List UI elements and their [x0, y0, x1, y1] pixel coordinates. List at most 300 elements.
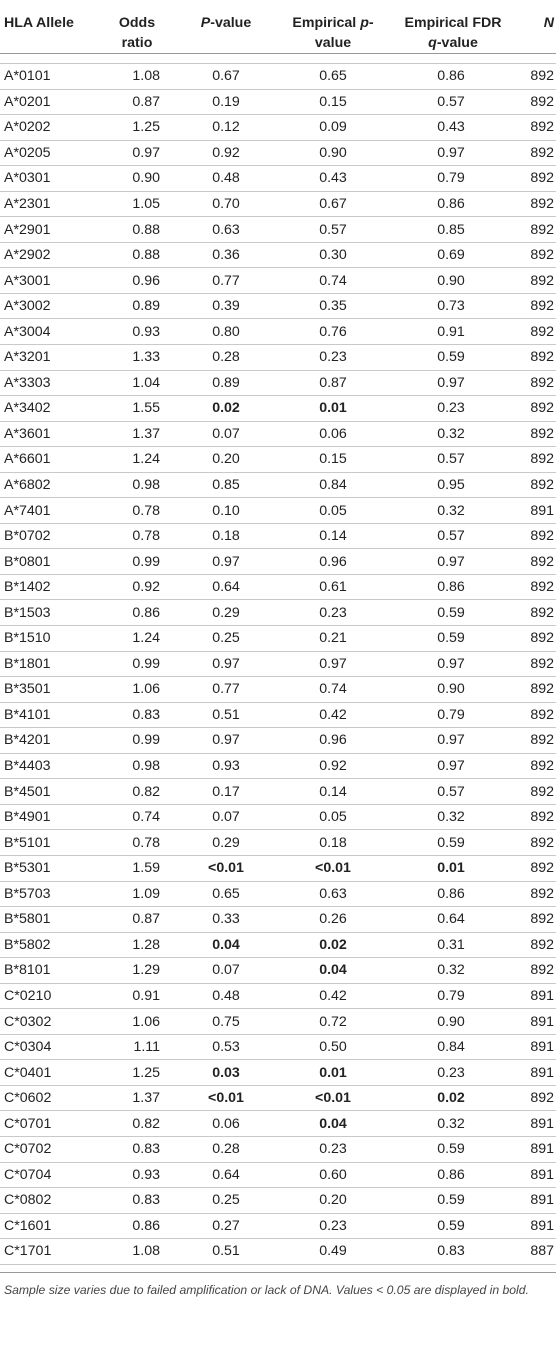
allele-cell: B*1503 — [0, 600, 100, 626]
allele-cell: C*0302 — [0, 1009, 100, 1035]
n-cell: 891 — [514, 498, 556, 524]
table-row — [0, 64, 556, 90]
table-row — [0, 677, 556, 703]
empirical-p-value-cell: 0.87 — [278, 370, 388, 396]
n-cell: 892 — [514, 89, 556, 115]
n-cell: 892 — [514, 472, 556, 498]
p-value-cell: 0.64 — [174, 574, 278, 600]
n-cell: 891 — [514, 1188, 556, 1214]
table-row — [0, 1213, 556, 1239]
n-cell: 892 — [514, 166, 556, 192]
odds-ratio-cell: 0.83 — [100, 1136, 174, 1162]
p-value-cell: 0.92 — [174, 140, 278, 166]
p-value-cell: 0.63 — [174, 217, 278, 243]
allele-cell: B*4201 — [0, 728, 100, 754]
empirical-fdr-q-value-cell: 0.79 — [388, 702, 514, 728]
table-footnote: Sample size varies due to failed amplification or lack of DNA. Values < 0.05 are displayed in bold. — [0, 1272, 556, 1299]
table-row — [0, 626, 556, 652]
p-value-cell: 0.04 — [174, 932, 278, 958]
p-value-cell: 0.53 — [174, 1034, 278, 1060]
allele-cell: B*5301 — [0, 855, 100, 881]
empirical-p-value-cell: <0.01 — [278, 1085, 388, 1111]
p-value-cell: <0.01 — [174, 855, 278, 881]
empirical-fdr-q-value-cell: 0.90 — [388, 677, 514, 703]
n-cell: 892 — [514, 268, 556, 294]
allele-cell: C*0702 — [0, 1136, 100, 1162]
odds-ratio-cell: 0.90 — [100, 166, 174, 192]
allele-cell: A*3303 — [0, 370, 100, 396]
n-cell: 892 — [514, 753, 556, 779]
p-value-cell: 0.36 — [174, 242, 278, 268]
empirical-p-value-cell: 0.35 — [278, 293, 388, 319]
empirical-p-value-cell: 0.74 — [278, 268, 388, 294]
table-row — [0, 115, 556, 141]
empirical-fdr-q-value-cell: 0.23 — [388, 396, 514, 422]
empirical-fdr-q-value-cell: 0.69 — [388, 242, 514, 268]
p-value-cell: 0.12 — [174, 115, 278, 141]
n-cell: 891 — [514, 1136, 556, 1162]
n-cell: 892 — [514, 421, 556, 447]
allele-cell: B*4101 — [0, 702, 100, 728]
allele-cell: C*1701 — [0, 1239, 100, 1265]
odds-ratio-cell: 0.96 — [100, 268, 174, 294]
empirical-p-value-cell: 0.60 — [278, 1162, 388, 1188]
odds-ratio-cell: 1.09 — [100, 881, 174, 907]
table-row — [0, 779, 556, 805]
p-value-cell: 0.64 — [174, 1162, 278, 1188]
n-cell: 892 — [514, 779, 556, 805]
n-cell: 892 — [514, 396, 556, 422]
allele-cell: B*1510 — [0, 626, 100, 652]
p-value-cell: 0.51 — [174, 702, 278, 728]
empirical-fdr-q-value-cell: 0.59 — [388, 600, 514, 626]
allele-cell: C*0304 — [0, 1034, 100, 1060]
empirical-fdr-q-value-cell: 0.95 — [388, 472, 514, 498]
allele-cell: C*1601 — [0, 1213, 100, 1239]
empirical-fdr-q-value-cell: 0.83 — [388, 1239, 514, 1265]
p-value-cell: 0.28 — [174, 345, 278, 371]
empirical-p-value-cell: 0.23 — [278, 600, 388, 626]
empirical-fdr-q-value-cell: 0.97 — [388, 370, 514, 396]
empirical-p-value-cell: 0.84 — [278, 472, 388, 498]
empirical-fdr-q-value-cell: 0.59 — [388, 1213, 514, 1239]
odds-ratio-cell: 1.06 — [100, 677, 174, 703]
table-row — [0, 983, 556, 1009]
odds-ratio-cell: 1.08 — [100, 64, 174, 90]
empirical-fdr-q-value-cell: 0.59 — [388, 345, 514, 371]
empirical-fdr-q-value-cell: 0.32 — [388, 958, 514, 984]
odds-ratio-cell: 0.99 — [100, 549, 174, 575]
allele-cell: B*5703 — [0, 881, 100, 907]
odds-ratio-cell: 0.87 — [100, 89, 174, 115]
n-cell: 887 — [514, 1239, 556, 1265]
p-value-cell: 0.07 — [174, 804, 278, 830]
header-spacer — [0, 54, 556, 64]
allele-cell: B*5802 — [0, 932, 100, 958]
allele-cell: A*2901 — [0, 217, 100, 243]
empirical-fdr-q-value-cell: 0.23 — [388, 1060, 514, 1086]
empirical-fdr-q-value-cell: 0.86 — [388, 191, 514, 217]
table-row — [0, 574, 556, 600]
table-row — [0, 1034, 556, 1060]
table-row — [0, 958, 556, 984]
empirical-fdr-q-value-cell: 0.64 — [388, 907, 514, 933]
odds-ratio-cell: 1.25 — [100, 115, 174, 141]
p-value-cell: 0.67 — [174, 64, 278, 90]
empirical-fdr-q-value-cell: 0.59 — [388, 626, 514, 652]
n-cell: 892 — [514, 702, 556, 728]
empirical-fdr-q-value-cell: 0.59 — [388, 1188, 514, 1214]
p-value-cell: 0.17 — [174, 779, 278, 805]
p-value-cell: 0.02 — [174, 396, 278, 422]
allele-cell: A*3001 — [0, 268, 100, 294]
empirical-fdr-q-value-cell: 0.57 — [388, 523, 514, 549]
empirical-fdr-q-value-cell: 0.97 — [388, 651, 514, 677]
odds-ratio-cell: 0.74 — [100, 804, 174, 830]
p-value-cell: 0.25 — [174, 626, 278, 652]
empirical-fdr-q-value-cell: 0.57 — [388, 447, 514, 473]
allele-cell: A*6802 — [0, 472, 100, 498]
p-value-cell: 0.33 — [174, 907, 278, 933]
allele-cell: A*3201 — [0, 345, 100, 371]
empirical-p-value-cell: 0.90 — [278, 140, 388, 166]
allele-cell: A*0301 — [0, 166, 100, 192]
n-cell: 891 — [514, 1213, 556, 1239]
n-cell: 892 — [514, 217, 556, 243]
empirical-p-value-cell: 0.74 — [278, 677, 388, 703]
odds-ratio-cell: 1.29 — [100, 958, 174, 984]
odds-ratio-cell: 1.24 — [100, 447, 174, 473]
empirical-p-value-cell: 0.65 — [278, 64, 388, 90]
table-row — [0, 549, 556, 575]
empirical-p-value-cell: 0.92 — [278, 753, 388, 779]
table-row — [0, 907, 556, 933]
allele-cell: B*5801 — [0, 907, 100, 933]
empirical-fdr-q-value-cell: 0.32 — [388, 498, 514, 524]
allele-cell: B*5101 — [0, 830, 100, 856]
table-row — [0, 447, 556, 473]
n-cell: 892 — [514, 242, 556, 268]
odds-ratio-cell: 0.91 — [100, 983, 174, 1009]
n-cell: 892 — [514, 1085, 556, 1111]
empirical-fdr-q-value-cell: 0.90 — [388, 268, 514, 294]
odds-ratio-cell: 1.28 — [100, 932, 174, 958]
p-value-cell: 0.29 — [174, 830, 278, 856]
p-value-cell: 0.85 — [174, 472, 278, 498]
empirical-fdr-q-value-cell: 0.32 — [388, 1111, 514, 1137]
empirical-p-value-cell: 0.96 — [278, 728, 388, 754]
n-cell: 892 — [514, 140, 556, 166]
n-cell: 891 — [514, 1162, 556, 1188]
table-row — [0, 1060, 556, 1086]
empirical-fdr-q-value-cell: 0.97 — [388, 728, 514, 754]
odds-ratio-cell: 0.92 — [100, 574, 174, 600]
empirical-p-value-cell: 0.04 — [278, 958, 388, 984]
n-cell: 892 — [514, 523, 556, 549]
empirical-p-value-cell: 0.96 — [278, 549, 388, 575]
table-row — [0, 498, 556, 524]
p-value-cell: 0.77 — [174, 677, 278, 703]
header-odds-ratio: Odds ratio — [100, 0, 174, 54]
empirical-p-value-cell: 0.04 — [278, 1111, 388, 1137]
allele-cell: B*4501 — [0, 779, 100, 805]
empirical-p-value-cell: 0.43 — [278, 166, 388, 192]
p-value-cell: 0.97 — [174, 651, 278, 677]
n-cell: 892 — [514, 958, 556, 984]
p-value-cell: 0.75 — [174, 1009, 278, 1035]
odds-ratio-cell: 0.98 — [100, 472, 174, 498]
odds-ratio-cell: 0.93 — [100, 319, 174, 345]
p-value-cell: 0.77 — [174, 268, 278, 294]
empirical-p-value-cell: 0.15 — [278, 89, 388, 115]
empirical-fdr-q-value-cell: 0.97 — [388, 140, 514, 166]
header-empirical-fdr-q-value: Empirical FDR q-value — [388, 0, 514, 54]
p-value-cell: 0.18 — [174, 523, 278, 549]
allele-cell: B*4901 — [0, 804, 100, 830]
odds-ratio-cell: 1.55 — [100, 396, 174, 422]
p-value-cell: 0.19 — [174, 89, 278, 115]
table-row — [0, 242, 556, 268]
empirical-p-value-cell: 0.09 — [278, 115, 388, 141]
allele-cell: A*6601 — [0, 447, 100, 473]
empirical-p-value-cell: <0.01 — [278, 855, 388, 881]
n-cell: 891 — [514, 1111, 556, 1137]
table-row — [0, 472, 556, 498]
empirical-p-value-cell: 0.76 — [278, 319, 388, 345]
empirical-p-value-cell: 0.67 — [278, 191, 388, 217]
n-cell: 892 — [514, 191, 556, 217]
empirical-p-value-cell: 0.05 — [278, 498, 388, 524]
odds-ratio-cell: 0.78 — [100, 830, 174, 856]
empirical-p-value-cell: 0.23 — [278, 345, 388, 371]
table-row — [0, 1111, 556, 1137]
table-row — [0, 1162, 556, 1188]
allele-cell: B*0702 — [0, 523, 100, 549]
empirical-p-value-cell: 0.26 — [278, 907, 388, 933]
empirical-fdr-q-value-cell: 0.86 — [388, 574, 514, 600]
table-row — [0, 881, 556, 907]
p-value-cell: 0.07 — [174, 421, 278, 447]
n-cell: 892 — [514, 881, 556, 907]
empirical-fdr-q-value-cell: 0.32 — [388, 421, 514, 447]
allele-cell: A*3402 — [0, 396, 100, 422]
allele-cell: A*0202 — [0, 115, 100, 141]
p-value-cell: <0.01 — [174, 1085, 278, 1111]
empirical-p-value-cell: 0.61 — [278, 574, 388, 600]
odds-ratio-cell: 0.98 — [100, 753, 174, 779]
header-p-value: P-value — [174, 0, 278, 54]
odds-ratio-cell: 0.87 — [100, 907, 174, 933]
n-cell: 892 — [514, 626, 556, 652]
odds-ratio-cell: 1.04 — [100, 370, 174, 396]
n-cell: 892 — [514, 600, 556, 626]
p-value-cell: 0.48 — [174, 166, 278, 192]
allele-cell: B*1402 — [0, 574, 100, 600]
p-value-cell: 0.93 — [174, 753, 278, 779]
allele-cell: C*0704 — [0, 1162, 100, 1188]
allele-cell: A*0101 — [0, 64, 100, 90]
odds-ratio-cell: 1.08 — [100, 1239, 174, 1265]
allele-cell: C*0210 — [0, 983, 100, 1009]
table-row — [0, 319, 556, 345]
odds-ratio-cell: 1.25 — [100, 1060, 174, 1086]
empirical-p-value-cell: 0.63 — [278, 881, 388, 907]
p-value-cell: 0.25 — [174, 1188, 278, 1214]
empirical-p-value-cell: 0.72 — [278, 1009, 388, 1035]
odds-ratio-cell: 1.59 — [100, 855, 174, 881]
p-value-cell: 0.97 — [174, 549, 278, 575]
p-value-cell: 0.39 — [174, 293, 278, 319]
table-row — [0, 651, 556, 677]
odds-ratio-cell: 0.86 — [100, 600, 174, 626]
n-cell: 891 — [514, 983, 556, 1009]
odds-ratio-cell: 0.99 — [100, 728, 174, 754]
n-cell: 891 — [514, 1009, 556, 1035]
odds-ratio-cell: 1.37 — [100, 1085, 174, 1111]
n-cell: 891 — [514, 1034, 556, 1060]
n-cell: 892 — [514, 115, 556, 141]
header-n: N — [514, 0, 556, 54]
header-row — [0, 0, 556, 54]
table-row — [0, 396, 556, 422]
odds-ratio-cell: 0.89 — [100, 293, 174, 319]
odds-ratio-cell: 1.11 — [100, 1034, 174, 1060]
n-cell: 892 — [514, 651, 556, 677]
odds-ratio-cell: 0.82 — [100, 1111, 174, 1137]
n-cell: 892 — [514, 447, 556, 473]
empirical-fdr-q-value-cell: 0.02 — [388, 1085, 514, 1111]
allele-cell: A*2301 — [0, 191, 100, 217]
table-row — [0, 1188, 556, 1214]
n-cell: 892 — [514, 728, 556, 754]
allele-cell: B*0801 — [0, 549, 100, 575]
table-row — [0, 191, 556, 217]
p-value-cell: 0.97 — [174, 728, 278, 754]
header-hla-allele: HLA Allele — [0, 0, 100, 54]
odds-ratio-cell: 1.33 — [100, 345, 174, 371]
allele-cell: A*0201 — [0, 89, 100, 115]
p-value-cell: 0.06 — [174, 1111, 278, 1137]
table-header — [0, 0, 556, 54]
table-row — [0, 89, 556, 115]
table-row — [0, 345, 556, 371]
odds-ratio-cell: 0.88 — [100, 242, 174, 268]
p-value-cell: 0.80 — [174, 319, 278, 345]
odds-ratio-cell: 0.97 — [100, 140, 174, 166]
empirical-p-value-cell: 0.14 — [278, 779, 388, 805]
empirical-p-value-cell: 0.42 — [278, 702, 388, 728]
empirical-p-value-cell: 0.57 — [278, 217, 388, 243]
n-cell: 892 — [514, 932, 556, 958]
table-row — [0, 217, 556, 243]
empirical-fdr-q-value-cell: 0.59 — [388, 1136, 514, 1162]
empirical-fdr-q-value-cell: 0.86 — [388, 64, 514, 90]
empirical-p-value-cell: 0.20 — [278, 1188, 388, 1214]
table-row — [0, 855, 556, 881]
table-row — [0, 1009, 556, 1035]
empirical-fdr-q-value-cell: 0.86 — [388, 1162, 514, 1188]
odds-ratio-cell: 1.24 — [100, 626, 174, 652]
n-cell: 892 — [514, 677, 556, 703]
table-row — [0, 702, 556, 728]
odds-ratio-cell: 0.99 — [100, 651, 174, 677]
empirical-fdr-q-value-cell: 0.97 — [388, 549, 514, 575]
allele-cell: A*3002 — [0, 293, 100, 319]
odds-ratio-cell: 0.86 — [100, 1213, 174, 1239]
n-cell: 892 — [514, 907, 556, 933]
empirical-p-value-cell: 0.23 — [278, 1136, 388, 1162]
odds-ratio-cell: 0.78 — [100, 523, 174, 549]
empirical-p-value-cell: 0.23 — [278, 1213, 388, 1239]
p-value-cell: 0.03 — [174, 1060, 278, 1086]
table-row — [0, 421, 556, 447]
p-value-cell: 0.27 — [174, 1213, 278, 1239]
n-cell: 892 — [514, 370, 556, 396]
p-value-cell: 0.48 — [174, 983, 278, 1009]
odds-ratio-cell: 0.83 — [100, 702, 174, 728]
odds-ratio-cell: 0.78 — [100, 498, 174, 524]
table-row — [0, 728, 556, 754]
p-value-cell: 0.07 — [174, 958, 278, 984]
table-row — [0, 804, 556, 830]
allele-cell: C*0401 — [0, 1060, 100, 1086]
allele-cell: B*4403 — [0, 753, 100, 779]
n-cell: 891 — [514, 1060, 556, 1086]
table-row — [0, 932, 556, 958]
allele-cell: A*2902 — [0, 242, 100, 268]
p-value-cell: 0.28 — [174, 1136, 278, 1162]
allele-cell: A*3601 — [0, 421, 100, 447]
n-cell: 892 — [514, 804, 556, 830]
empirical-fdr-q-value-cell: 0.57 — [388, 89, 514, 115]
odds-ratio-cell: 1.05 — [100, 191, 174, 217]
allele-cell: A*3004 — [0, 319, 100, 345]
spacer-cell — [0, 54, 556, 64]
n-cell: 892 — [514, 549, 556, 575]
empirical-p-value-cell: 0.06 — [278, 421, 388, 447]
table-row — [0, 600, 556, 626]
odds-ratio-cell: 1.06 — [100, 1009, 174, 1035]
table-row — [0, 523, 556, 549]
p-value-cell: 0.89 — [174, 370, 278, 396]
table-row — [0, 1085, 556, 1111]
p-value-cell: 0.65 — [174, 881, 278, 907]
n-cell: 892 — [514, 293, 556, 319]
empirical-fdr-q-value-cell: 0.32 — [388, 804, 514, 830]
empirical-p-value-cell: 0.15 — [278, 447, 388, 473]
empirical-fdr-q-value-cell: 0.73 — [388, 293, 514, 319]
p-value-cell: 0.51 — [174, 1239, 278, 1265]
empirical-p-value-cell: 0.01 — [278, 1060, 388, 1086]
allele-cell: B*8101 — [0, 958, 100, 984]
empirical-fdr-q-value-cell: 0.01 — [388, 855, 514, 881]
empirical-p-value-cell: 0.05 — [278, 804, 388, 830]
empirical-p-value-cell: 0.18 — [278, 830, 388, 856]
table-row — [0, 370, 556, 396]
empirical-fdr-q-value-cell: 0.79 — [388, 983, 514, 1009]
empirical-p-value-cell: 0.42 — [278, 983, 388, 1009]
p-value-cell: 0.29 — [174, 600, 278, 626]
table-row — [0, 753, 556, 779]
empirical-fdr-q-value-cell: 0.43 — [388, 115, 514, 141]
empirical-p-value-cell: 0.14 — [278, 523, 388, 549]
empirical-p-value-cell: 0.97 — [278, 651, 388, 677]
empirical-p-value-cell: 0.30 — [278, 242, 388, 268]
empirical-fdr-q-value-cell: 0.84 — [388, 1034, 514, 1060]
table-row — [0, 293, 556, 319]
table-row — [0, 1136, 556, 1162]
table-row — [0, 268, 556, 294]
